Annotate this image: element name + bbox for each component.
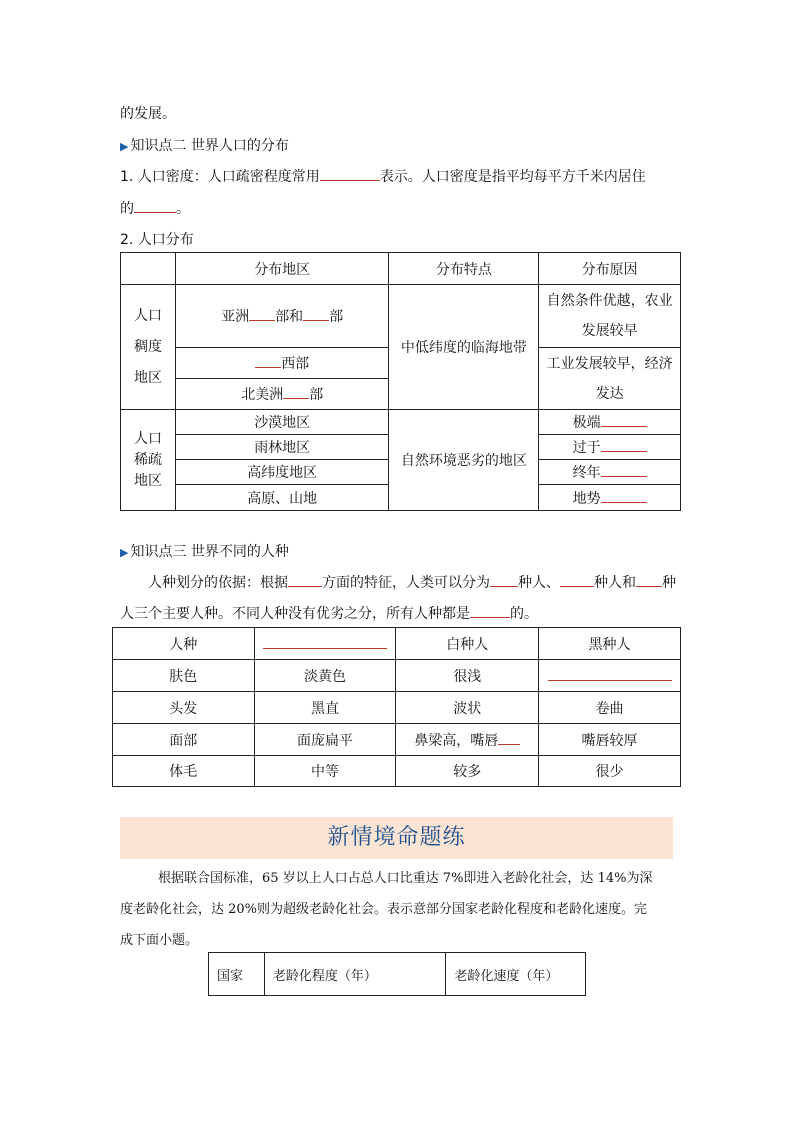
cell: 波状 <box>396 692 539 724</box>
fill-blank[interactable] <box>255 353 281 368</box>
cell: 黑直 <box>254 692 396 724</box>
table-row <box>113 692 681 724</box>
text: 的。 <box>510 606 538 622</box>
fill-blank[interactable] <box>601 488 647 503</box>
sparse-area-3: 高纬度地区 <box>175 460 389 485</box>
fill-blank[interactable] <box>636 572 662 587</box>
row-label: 肤色 <box>113 660 255 692</box>
text: 的 <box>120 201 134 217</box>
sparse-area-1: 沙漠地区 <box>175 410 389 435</box>
text: 西部 <box>281 356 310 372</box>
sparse-area-2: 雨林地区 <box>175 435 389 460</box>
section-banner <box>120 817 673 859</box>
aging-header-degree: 老龄化程度（年） <box>264 953 445 996</box>
cell: 嘴唇较厚 <box>539 724 681 756</box>
text: 终年 <box>572 465 601 481</box>
text: 表示。人口密度是指平均每平方千米内居住 <box>379 169 646 185</box>
fill-blank[interactable] <box>498 730 520 745</box>
fill-blank[interactable] <box>548 666 672 681</box>
sparse-reason-2 <box>539 435 681 460</box>
fill-blank[interactable] <box>249 306 275 321</box>
fill-blank[interactable] <box>601 462 647 477</box>
race-header-blank <box>254 628 396 660</box>
text: 种人和 <box>594 575 636 591</box>
heading-text: 知识点二 世界人口的分布 <box>130 138 289 154</box>
header-reason: 分布原因 <box>539 253 681 285</box>
text: 种人、 <box>518 575 560 591</box>
fill-blank[interactable] <box>560 572 594 587</box>
table-row <box>113 756 681 787</box>
section-heading-k2 <box>120 135 289 155</box>
text: 北美洲 <box>241 387 284 403</box>
text: 1. 人口密度：人口疏密程度常用 <box>120 169 320 185</box>
fill-blank[interactable] <box>601 437 647 452</box>
cell-with-blank <box>396 724 539 756</box>
paragraph-distribution: 2. 人口分布 <box>120 232 194 248</box>
fill-blank[interactable] <box>283 384 309 399</box>
distribution-table <box>120 252 681 511</box>
cell-blank <box>539 660 681 692</box>
intro-line-1: 根据联合国标准，65 岁以上人口占总人口比重达 7%即进入老龄化社会，达 14%为深 <box>158 871 653 886</box>
dense-reason-1: 自然条件优越，农业发展较早 <box>539 285 681 348</box>
fill-blank[interactable] <box>470 603 510 618</box>
fill-blank[interactable] <box>601 412 647 427</box>
text: 人三个主要人种。不同人种没有优劣之分，所有人种都是 <box>120 606 470 622</box>
race-header-white: 白种人 <box>396 628 539 660</box>
cell: 面庞扁平 <box>254 724 396 756</box>
race-table <box>112 627 681 787</box>
text: 过于 <box>572 440 601 456</box>
paragraph-race-2 <box>120 603 538 623</box>
text: 人种划分的依据：根据 <box>148 575 288 591</box>
sparse-feature: 自然环境恶劣的地区 <box>389 410 539 511</box>
cell: 很浅 <box>396 660 539 692</box>
section-heading-k3 <box>120 541 289 561</box>
sparse-label-text: 人口 稀疏 地区 <box>133 430 162 489</box>
triangle-marker-icon: ▶ <box>120 140 129 153</box>
aging-header-country: 国家 <box>209 953 265 996</box>
text: 。 <box>176 201 190 217</box>
dense-label-text: 人口 稠度 地区 <box>133 307 162 386</box>
text-fragment: 的发展。 <box>120 106 176 122</box>
intro-line-2: 度老龄化社会，达 20%则为超级老龄化社会。表示意部分国家老龄化程度和老龄化速度。完 <box>120 902 648 917</box>
header-area: 分布地区 <box>175 253 389 285</box>
dense-area-1 <box>175 285 389 348</box>
fill-blank[interactable] <box>303 306 329 321</box>
sparse-reason-4 <box>539 485 681 511</box>
aging-header-speed: 老龄化速度（年） <box>446 953 586 996</box>
cell: 淡黄色 <box>254 660 396 692</box>
sparse-area-4: 高原、山地 <box>175 485 389 511</box>
paragraph-race-1 <box>148 572 676 592</box>
dense-reason-2: 工业发展较早，经济发达 <box>539 348 681 410</box>
sparse-label <box>121 410 176 511</box>
sparse-reason-3 <box>539 460 681 485</box>
aging-table <box>208 952 586 996</box>
header-empty <box>121 253 176 285</box>
fill-blank[interactable] <box>134 198 176 213</box>
text: 亚洲 <box>221 309 250 325</box>
fill-blank[interactable] <box>320 166 380 181</box>
row-label: 头发 <box>113 692 255 724</box>
fill-blank[interactable] <box>288 572 322 587</box>
cell: 卷曲 <box>539 692 681 724</box>
paragraph-density-cont <box>120 198 190 218</box>
cell: 很少 <box>539 756 681 787</box>
banner-title: 新情境命题练 <box>327 825 466 850</box>
text: 方面的特征，人类可以分为 <box>322 575 490 591</box>
sparse-reason-1 <box>539 410 681 435</box>
dense-area-3 <box>175 379 389 410</box>
dense-area-2 <box>175 348 389 379</box>
table-row <box>113 660 681 692</box>
text: 种 <box>662 575 676 591</box>
text: 极端 <box>572 415 601 431</box>
paragraph-density <box>120 166 646 186</box>
dense-label <box>121 285 176 410</box>
row-label: 面部 <box>113 724 255 756</box>
table-row <box>113 724 681 756</box>
fill-blank[interactable] <box>263 634 387 649</box>
intro-line-3: 成下面小题。 <box>120 933 199 948</box>
row-label: 体毛 <box>113 756 255 787</box>
race-header-black: 黑种人 <box>539 628 681 660</box>
text: 鼻梁高，嘴唇 <box>414 732 499 749</box>
heading-text: 知识点三 世界不同的人种 <box>130 544 289 560</box>
text: 部和 <box>275 309 304 325</box>
race-header-race: 人种 <box>113 628 255 660</box>
text: 地势 <box>572 490 601 507</box>
cell: 中等 <box>254 756 396 787</box>
dense-feature: 中低纬度的临海地带 <box>389 285 539 410</box>
text: 部 <box>329 309 344 325</box>
fill-blank[interactable] <box>490 572 518 587</box>
triangle-marker-icon: ▶ <box>120 546 129 559</box>
cell: 较多 <box>396 756 539 787</box>
text: 部 <box>309 387 324 403</box>
header-feature: 分布特点 <box>389 253 539 285</box>
